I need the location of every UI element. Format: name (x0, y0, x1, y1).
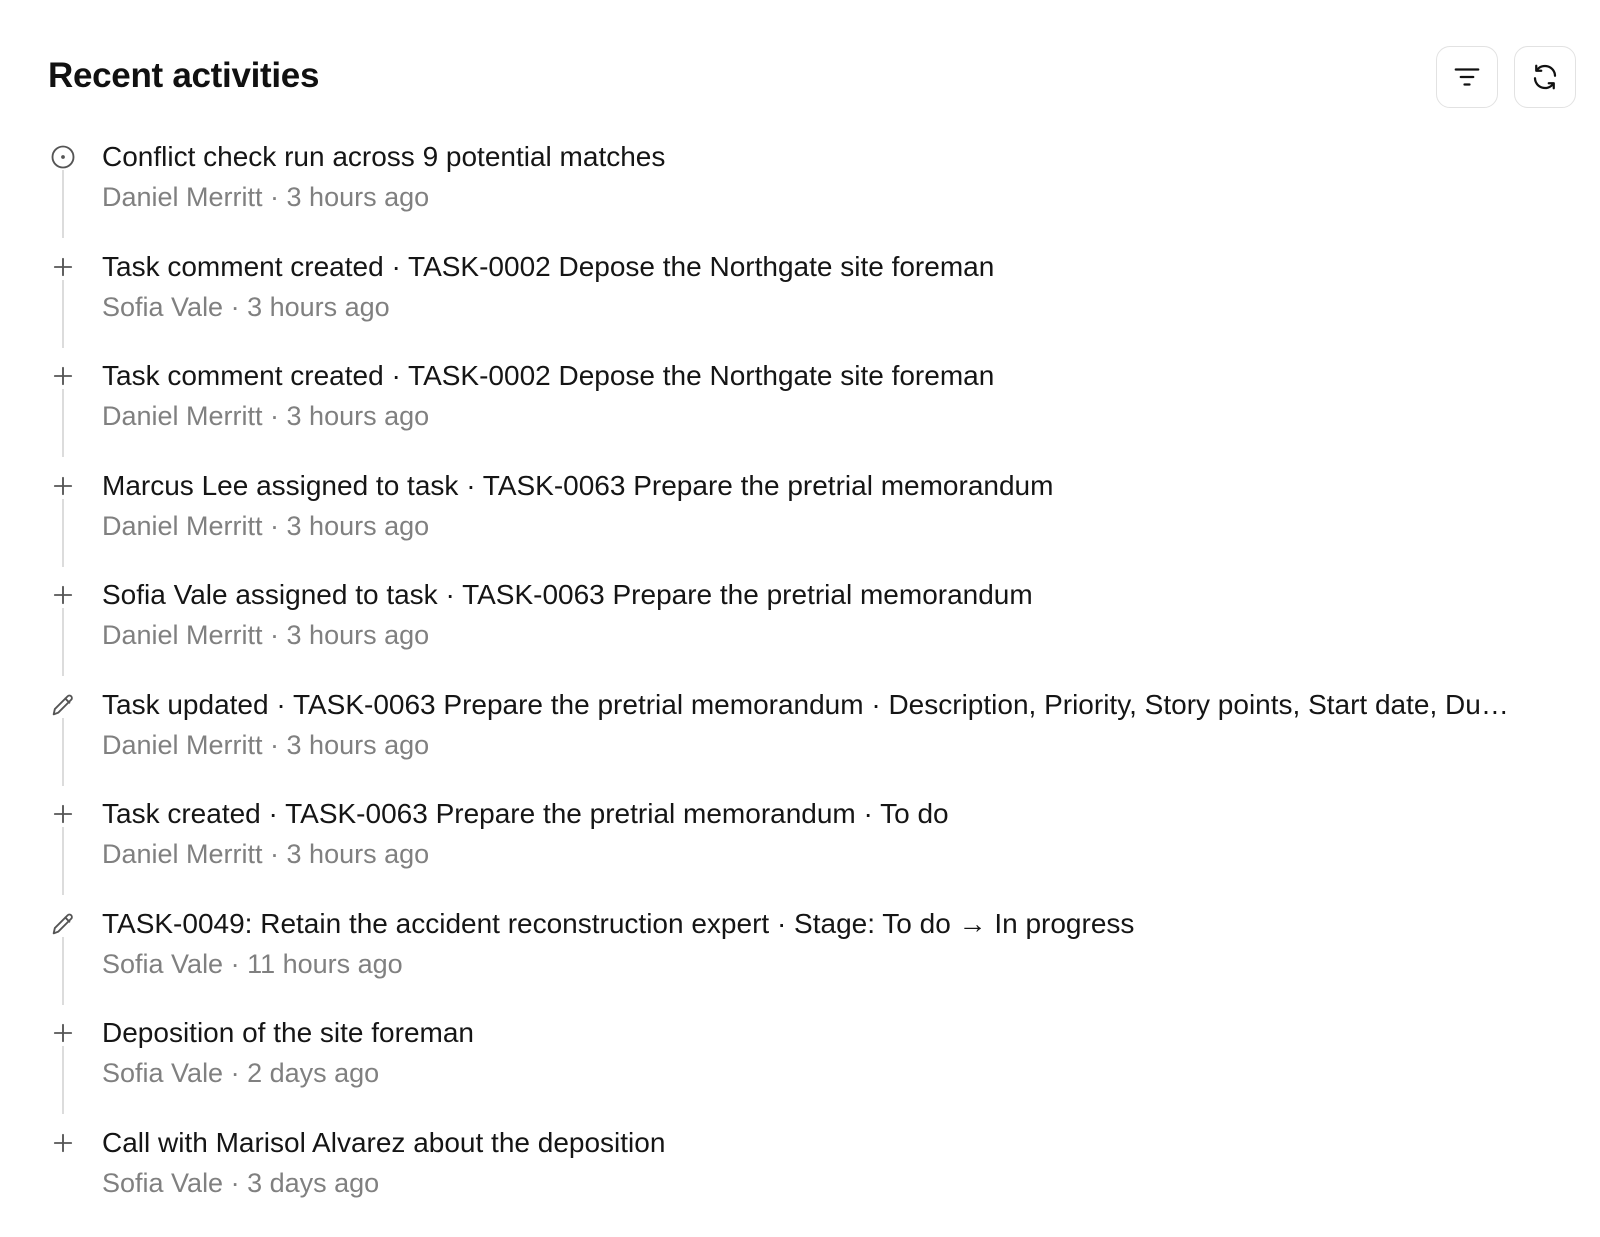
activity-marker (48, 252, 78, 282)
activity-title: Conflict check run across 9 potential matches (102, 141, 666, 172)
plus-icon (49, 362, 77, 390)
activity-marker (48, 580, 78, 610)
panel-header (48, 44, 1568, 108)
refresh-button[interactable] (1514, 46, 1576, 108)
activity-item[interactable] (48, 578, 1568, 688)
activity-item[interactable] (48, 688, 1568, 798)
plus-icon (49, 1129, 77, 1157)
activity-title: Marcus Lee assigned to task · TASK-0063 Prepare the pretrial memorandum (102, 469, 1054, 501)
activity-item[interactable] (48, 359, 1568, 469)
activity-content (102, 797, 1568, 871)
header-actions (1436, 46, 1576, 108)
pencil-icon (49, 691, 77, 719)
activity-item[interactable] (48, 1016, 1568, 1126)
activity-title: TASK-0049: Retain the accident reconstruction expert · Stage: To do → In progress (102, 907, 1135, 939)
activity-title: Task created · TASK-0063 Prepare the pretrial memorandum · To do (102, 798, 949, 829)
activity-marker (48, 1018, 78, 1048)
activity-marker (48, 1128, 78, 1158)
timeline-rail (62, 608, 64, 676)
activity-marker (48, 799, 78, 829)
activity-content (102, 688, 1568, 762)
activity-title: Call with Marisol Alvarez about the deposition (102, 1126, 666, 1158)
timeline-rail (62, 827, 64, 895)
activity-meta: Daniel Merritt · 3 hours ago (102, 839, 430, 869)
plus-icon (49, 472, 77, 500)
activity-meta: Sofia Vale · 11 hours ago (102, 948, 403, 979)
activity-content (102, 907, 1568, 981)
activity-marker (48, 909, 78, 939)
filter-icon (1452, 62, 1482, 92)
timeline-rail (62, 499, 64, 567)
activity-content (102, 469, 1568, 543)
activity-content (102, 1126, 1568, 1200)
activity-item[interactable] (48, 250, 1568, 360)
refresh-icon (1530, 62, 1560, 92)
plus-icon (49, 253, 77, 281)
activity-meta: Daniel Merritt · 3 hours ago (102, 182, 430, 212)
activity-meta: Sofia Vale · 3 days ago (102, 1167, 380, 1198)
activity-title: Sofia Vale assigned to task · TASK-0063 Prepare the pretrial memorandum (102, 579, 1033, 610)
activity-meta: Daniel Merritt · 3 hours ago (102, 401, 430, 431)
plus-icon (49, 581, 77, 609)
activity-content (102, 140, 1568, 214)
timeline-rail (62, 718, 64, 786)
activity-title: Deposition of the site foreman (102, 1017, 474, 1048)
activity-marker (48, 142, 78, 172)
plus-icon (49, 800, 77, 828)
activity-meta: Daniel Merritt · 3 hours ago (102, 510, 430, 541)
activity-item[interactable] (48, 140, 1568, 250)
activity-marker (48, 361, 78, 391)
plus-icon (49, 1019, 77, 1047)
timeline-rail (62, 1046, 64, 1114)
panel-title: Recent activities (48, 56, 320, 95)
activity-marker (48, 471, 78, 501)
target-icon (49, 143, 77, 171)
activity-item[interactable] (48, 469, 1568, 579)
activity-item[interactable] (48, 907, 1568, 1017)
activity-content (102, 359, 1568, 433)
filter-button[interactable] (1436, 46, 1498, 108)
pencil-icon (49, 910, 77, 938)
activity-marker (48, 690, 78, 720)
activity-content (102, 1016, 1568, 1090)
activity-meta: Daniel Merritt · 3 hours ago (102, 729, 430, 760)
activity-meta: Daniel Merritt · 3 hours ago (102, 620, 430, 650)
recent-activities-panel (48, 44, 1568, 1198)
activity-item[interactable] (48, 797, 1568, 907)
activity-content (102, 578, 1568, 652)
activity-content (102, 250, 1568, 324)
activity-meta: Sofia Vale · 3 hours ago (102, 291, 390, 322)
activity-meta: Sofia Vale · 2 days ago (102, 1058, 380, 1088)
activity-title: Task comment created · TASK-0002 Depose the Northgate site foreman (102, 360, 995, 391)
timeline-rail (62, 170, 64, 238)
activity-title: Task comment created · TASK-0002 Depose the Northgate site foreman (102, 250, 995, 282)
activity-item[interactable] (48, 1126, 1568, 1236)
activity-list (48, 140, 1568, 1235)
timeline-rail (62, 280, 64, 348)
timeline-rail (62, 937, 64, 1005)
activity-title: Task updated · TASK-0063 Prepare the pretrial memorandum · Description, Priority, Story points, Start date, Du… (102, 688, 1509, 720)
timeline-rail (62, 389, 64, 457)
